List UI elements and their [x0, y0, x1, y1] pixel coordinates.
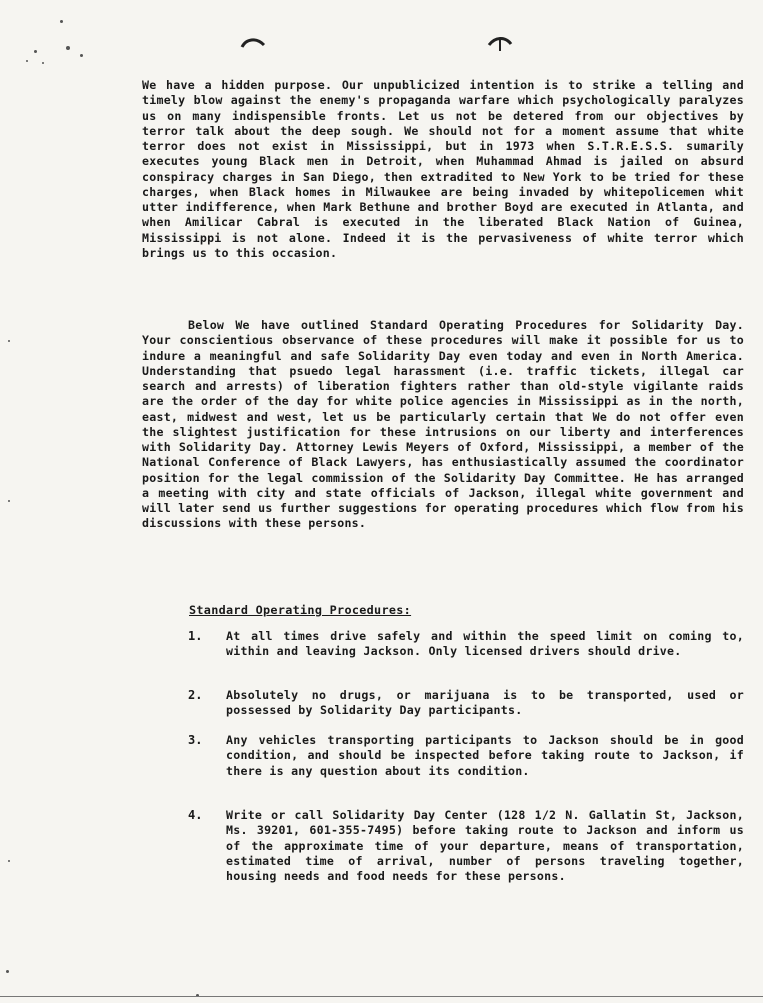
procedures-heading: Standard Operating Procedures:: [189, 603, 412, 617]
paragraph-hidden-purpose: We have a hidden purpose. Our unpublicized intention is to strike a telling and timely blow against the enemy's propaganda warfare which psychologically paralyzes us on many indispensible fronts. Let us not be detered from our objectives by terror talk about the deep sough. We should not for a moment assume that white terror does not exist in Mississippi, but in 1973 when S.T.R.E.S.S. sumarily executes young Black men in Detroit, when Muhammad Ahmad is jailed on absurd conspiracy charges in San Diego, then extradited to New York to be tried for these charges, when Black homes in Milwaukee are being invaded by whitepolicemen whit utter indifference, when Mark Bethune and brother Boyd are executed in Atlanta, and when Amilicar Cabral is executed in the liberated Black Nation of Guinea, Mississippi is not alone. Indeed it is the pervasiveness of white terror which brings us to this occasion.: [142, 78, 744, 260]
procedure-text: Any vehicles transporting participants to Jackson should be in good condition, and should be inspected before taking route to Jackson, if there is any question about its condition.: [226, 733, 744, 778]
procedure-number: 2.: [188, 688, 203, 702]
top-mark-right: [487, 34, 513, 52]
procedure-text: At all times drive safely and within the speed limit on coming to, within and leaving Jackson. Only licensed drivers should drive.: [226, 629, 744, 659]
procedure-number: 3.: [188, 733, 203, 747]
procedure-text: Absolutely no drugs, or marijuana is to be transported, used or possessed by Solidarity Day participants.: [226, 688, 744, 718]
paragraph-solidarity-day: Below We have outlined Standard Operating Procedures for Solidarity Day. Your conscientious observance of these procedures will make it possible for us to indure a meaningful and safe Solidarity Day even today and even in North America. Understanding that psuedo legal harassment (i.e. traffic tickets, illegal car search and arrests) of liberation fighters rather than old-style vigilante raids are the order of the day for white police agencies in Mississippi as in the north, east, midwest and west, let us be particularly certain that We do not offer even the slightest justification for these intrusions on our liberty and interferences with Solidarity Day. Attorney Lewis Meyers of Oxford, Mississippi, a member of the National Conference of Black Lawyers, has enthusiastically assumed the coordinator position for the legal commission of the Solidarity Day Committee. He has arranged a meeting with city and state officials of Jackson, illegal white government and will later send us further suggestions for operating procedures which flow from his discussions with these persons.: [142, 318, 744, 531]
bottom-edge-line: [0, 996, 763, 997]
procedure-number: 4.: [188, 808, 203, 822]
procedure-number: 1.: [188, 629, 203, 643]
top-mark-left: [240, 36, 266, 50]
procedure-text: Write or call Solidarity Day Center (128 1/2 N. Gallatin St, Jackson, Ms. 39201, 601-355-7495) before taking route to Jackson and inform us of the approximate time of your departure, means of transportation, estimated time of arrival, number of persons traveling together, housing needs and food needs for these persons.: [226, 808, 744, 883]
